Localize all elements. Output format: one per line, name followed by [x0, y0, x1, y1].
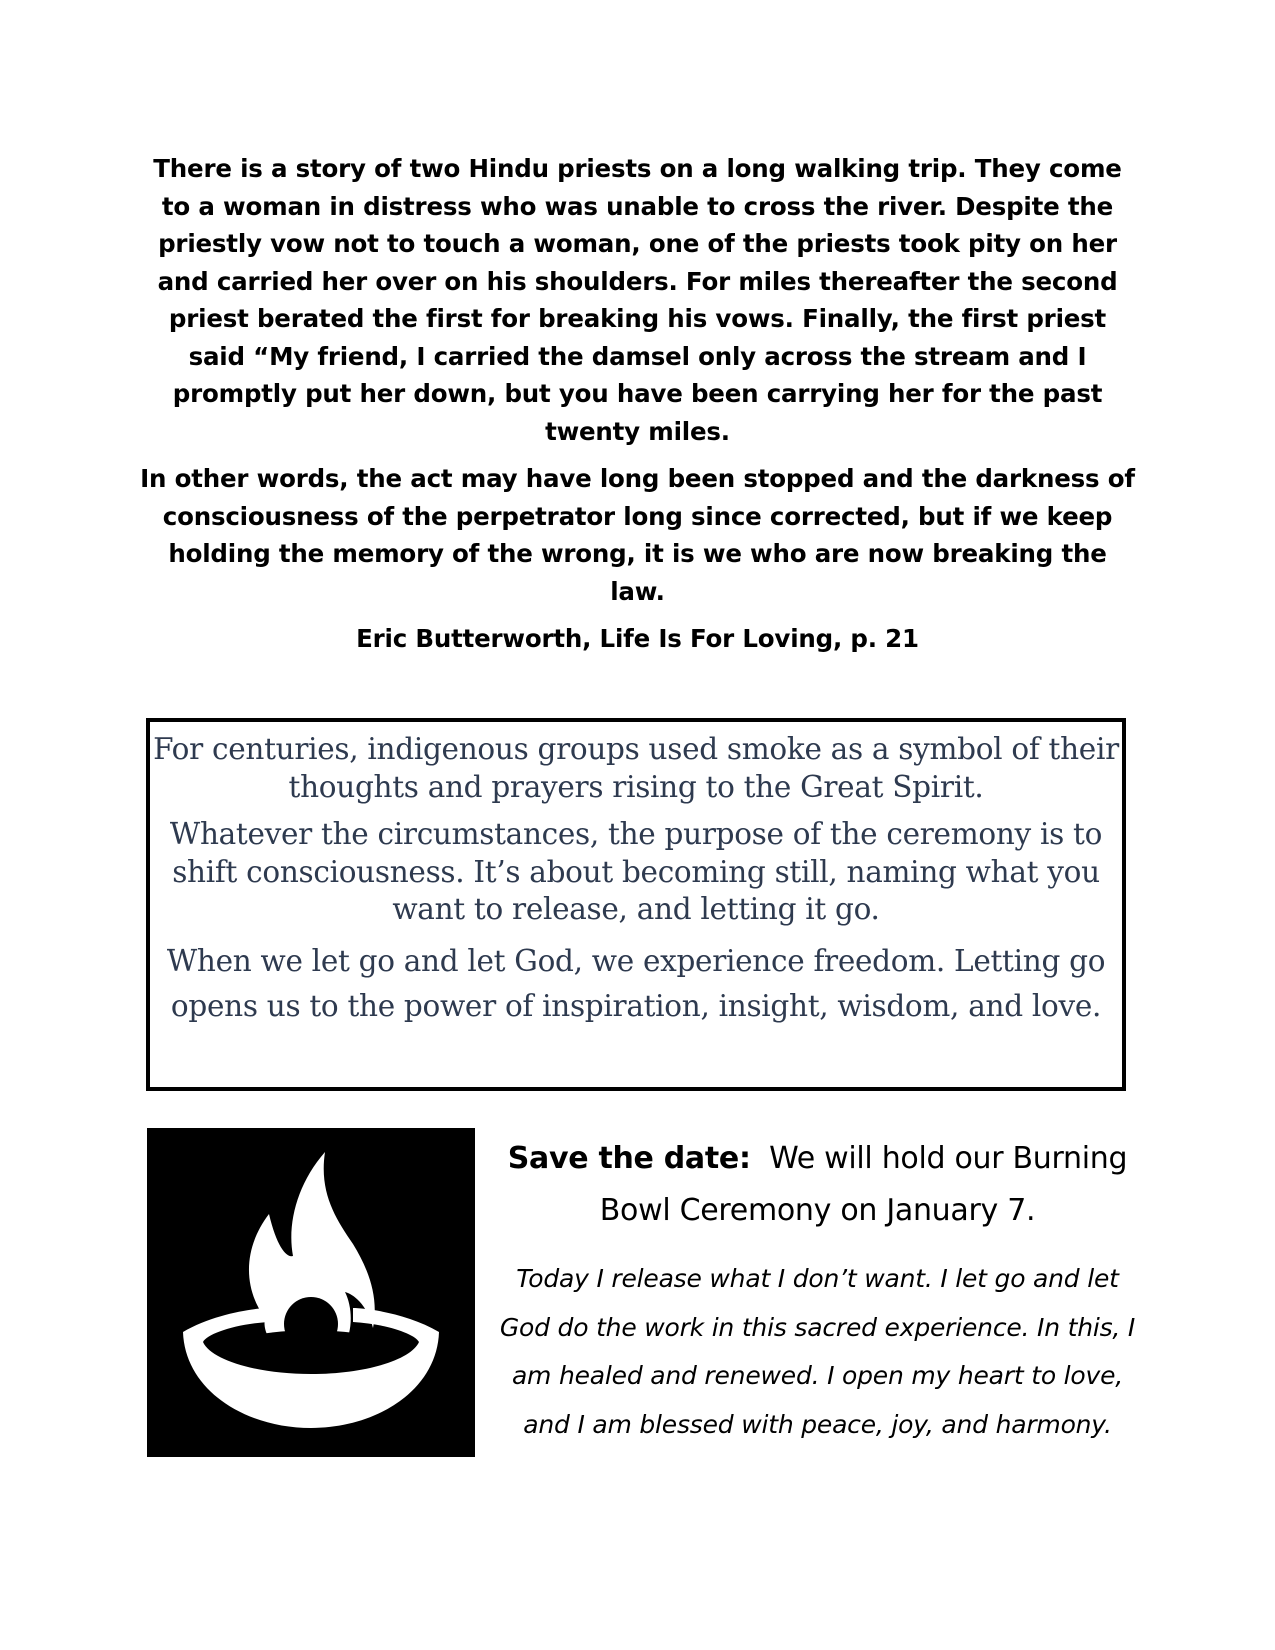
save-the-date — [490, 1133, 1145, 1237]
save-the-date-label: Save the date: — [507, 1141, 751, 1176]
story-paragraph-1: There is a story of two Hindu priests on a long walking trip. They come to a woman in distress who was unable to cross the river. Despite the priestly vow not to touch a woman, one of the priests took pity on her and carried her over on his shoulders. For miles thereafter the second priest berated the first for breaking his vows. Finally, the first priest said “My friend, I carried the damsel only across the stream and I promptly put her down, but you have been carrying her for the past twenty miles. — [153, 154, 1122, 446]
affirmation-text: Today I release what I don’t want. I let go and let God do the work in this sacred experience. In this, I am healed and renewed. I open my heart to love, and I am blessed with peace, joy, and harmony. — [499, 1264, 1136, 1439]
burning-bowl-icon — [147, 1128, 475, 1457]
quote-paragraph-3: When we let go and let God, we experience freedom. Letting go opens us to the power of inspiration, insight, wisdom, and love. — [166, 943, 1106, 1023]
story-citation: Eric Butterworth, Life Is For Loving, p. 21 — [356, 624, 919, 653]
save-the-date-text: We will hold our Burning Bowl Ceremony on January 7. — [599, 1141, 1128, 1228]
quote-paragraph-1: For centuries, indigenous groups used smoke as a symbol of their thoughts and prayers rising to the Great Spirit. — [153, 732, 1119, 804]
quote-box — [146, 718, 1126, 1091]
affirmation — [490, 1255, 1145, 1449]
ember-dot — [284, 1297, 338, 1351]
story-paragraph-2: In other words, the act may have long been stopped and the darkness of consciousness of the perpetrator long since corrected, but if we keep holding the memory of the wrong, it is we who are now breaking the law. — [140, 464, 1135, 606]
quote-paragraph-2: Whatever the circumstances, the purpose of the ceremony is to shift consciousness. It’s about becoming still, naming what you want to release, and letting it go. — [169, 817, 1103, 926]
story-section — [140, 150, 1135, 658]
